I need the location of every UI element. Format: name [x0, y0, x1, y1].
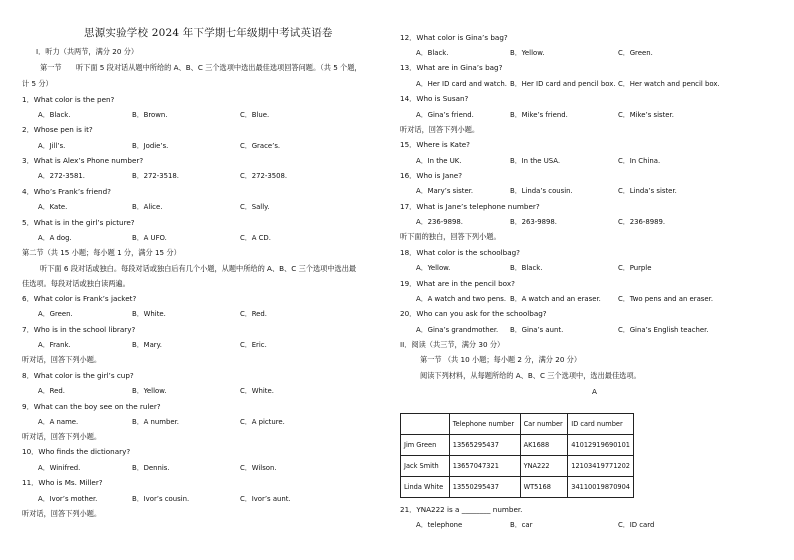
question-10: 10．Who finds the dictionary? — [22, 447, 131, 456]
table-cell: 12103419771202 — [568, 456, 634, 477]
part2-instructions-cont: 佳选项。每段对话或独白读两遍。 — [22, 279, 130, 288]
table-row — [401, 456, 634, 477]
option-a: A．Red. — [38, 387, 65, 395]
listen-instruction: 听对话，回答下列小题。 — [400, 125, 480, 134]
table-cell: WT5168 — [520, 477, 568, 498]
option-b: B．Dennis. — [132, 464, 170, 472]
question-18: 18．What color is the schoolbag? — [400, 248, 520, 257]
question-1: 1．What color is the pen? — [22, 95, 115, 104]
table-header-cell — [401, 414, 450, 435]
option-c: C．ID card — [618, 521, 655, 529]
info-table — [400, 413, 634, 498]
option-a: A．Mary’s sister. — [416, 187, 474, 195]
option-b: B．Brown. — [132, 111, 168, 119]
option-c: C．A picture. — [240, 418, 285, 426]
listen-instruction: 听下面的独白，回答下列小题。 — [400, 232, 501, 241]
option-b: B．Gina’s aunt. — [510, 326, 564, 334]
option-c: C．Green. — [618, 49, 653, 57]
option-c: C．Mike’s sister. — [618, 111, 674, 119]
part3-heading: 第一节 （共 10 小题；每小题 2 分，满分 20 分） — [420, 355, 582, 364]
question-9: 9．What can the boy see on the ruler? — [22, 402, 161, 411]
question-8: 8．What color is the girl’s cup? — [22, 371, 134, 380]
question-2: 2．Whose pen is it? — [22, 125, 93, 134]
option-b: B．Linda’s cousin. — [510, 187, 573, 195]
option-c: C．Two pens and an eraser. — [618, 295, 714, 303]
option-c: C．Ivor’s aunt. — [240, 495, 291, 503]
option-b: B．A UFO. — [132, 234, 167, 242]
part2-heading: 第二节（共 15 小题；每小题 1 分，满分 15 分） — [22, 248, 181, 257]
option-c: C．Wilson. — [240, 464, 277, 472]
option-b: B．Mike’s friend. — [510, 111, 568, 119]
option-c: C．A CD. — [240, 234, 271, 242]
option-a: A．Ivor’s mother. — [38, 495, 98, 503]
question-17: 17．What is Jane’s telephone number? — [400, 202, 540, 211]
table-row — [401, 477, 634, 498]
question-6: 6．What color is Frank’s jacket? — [22, 294, 137, 303]
option-a: A．236-9898. — [416, 218, 463, 226]
question-7: 7．Who is in the school library? — [22, 325, 136, 334]
option-c: C．In China. — [618, 157, 661, 165]
option-a: A．Black. — [416, 49, 449, 57]
option-c: C．236-8989. — [618, 218, 666, 226]
option-a: A．Her ID card and watch. — [416, 80, 507, 88]
table-row — [401, 435, 634, 456]
question-19: 19．What are in the pencil box? — [400, 279, 515, 288]
option-b: B．In the USA. — [510, 157, 561, 165]
listen-instruction: 听对话，回答下列小题。 — [22, 355, 102, 364]
option-b: B．A watch and an eraser. — [510, 295, 601, 303]
option-a: A．Frank. — [38, 341, 71, 349]
option-c: C．White. — [240, 387, 274, 395]
option-b: B．Ivor’s cousin. — [132, 495, 190, 503]
option-a: A．Gina’s friend. — [416, 111, 474, 119]
part2-instructions: 听下面 6 段对话或独白。每段对话或独白后有几个小题，从题中所给的 A、B、C 三个选项中选出最 — [40, 264, 357, 273]
table-cell: 13550295437 — [449, 477, 520, 498]
option-a: A．Winifred. — [38, 464, 81, 472]
table-header-row — [401, 414, 634, 435]
option-b: B．Alice. — [132, 203, 163, 211]
option-b: B．White. — [132, 310, 166, 318]
question-4: 4．Who’s Frank’s friend? — [22, 187, 111, 196]
question-21: 21．YNA222 is a ________ number. — [400, 505, 523, 514]
option-a: A．A dog. — [38, 234, 72, 242]
option-c: C．Red. — [240, 310, 267, 318]
table-cell: Jim Green — [401, 435, 450, 456]
option-a: A．telephone — [416, 521, 463, 529]
option-a: A．Jill’s. — [38, 142, 66, 150]
option-a: A．Yellow. — [416, 264, 451, 272]
part1-instructions: 第一节 听下面 5 段对话从题中所给的 A、B、C 三个选项中选出最佳选项回答问题。（共 5 个题， — [40, 63, 362, 72]
option-a: A．272-3581. — [38, 172, 85, 180]
section-reading-heading: II．阅读（共三节，满分 30 分） — [400, 340, 505, 349]
option-c: C．Grace’s. — [240, 142, 281, 150]
table-cell: Jack Smith — [401, 456, 450, 477]
table-cell: 13657047321 — [449, 456, 520, 477]
table-cell: Linda White — [401, 477, 450, 498]
exam-title: 思源实验学校 2024 年下学期七年级期中考试英语卷 — [84, 27, 333, 39]
option-b: B．Jodie’s. — [132, 142, 169, 150]
listen-instruction: 听对话，回答下列小题。 — [22, 432, 102, 441]
table-header-cell: ID card number — [568, 414, 634, 435]
option-b: B．272-3518. — [132, 172, 179, 180]
option-b: B．Mary. — [132, 341, 162, 349]
question-15: 15．Where is Kate? — [400, 140, 470, 149]
option-c: C．Sally. — [240, 203, 270, 211]
option-a: A．A watch and two pens. — [416, 295, 507, 303]
option-c: C．Her watch and pencil box. — [618, 80, 720, 88]
table-header-cell: Telephone number — [449, 414, 520, 435]
option-c: C．Blue. — [240, 111, 270, 119]
question-5: 5．What is in the girl’s picture? — [22, 218, 135, 227]
listen-instruction: 听对话，回答下列小题。 — [22, 509, 102, 518]
option-a: A．Green. — [38, 310, 73, 318]
option-a: A．Black. — [38, 111, 71, 119]
table-cell: 34110019870904 — [568, 477, 634, 498]
option-c: C．Linda’s sister. — [618, 187, 677, 195]
option-b: B．A number. — [132, 418, 179, 426]
question-14: 14．Who is Susan? — [400, 94, 469, 103]
question-20: 20．Who can you ask for the schoolbag? — [400, 309, 547, 318]
option-b: B．Yellow. — [510, 49, 545, 57]
option-a: A．Gina’s grandmother. — [416, 326, 499, 334]
option-b: B．Yellow. — [132, 387, 167, 395]
option-c: C．272-3508. — [240, 172, 288, 180]
table-cell: YNA222 — [520, 456, 568, 477]
question-3: 3．What is Alex’s Phone number? — [22, 156, 144, 165]
section-listening-heading: I．听力（共两节，满分 20 分） — [36, 47, 139, 56]
option-c: C．Gina’s English teacher. — [618, 326, 709, 334]
part1-instructions-cont: 计 5 分） — [22, 79, 53, 88]
option-a: A．A name. — [38, 418, 79, 426]
option-a: A．Kate. — [38, 203, 68, 211]
option-b: B．Black. — [510, 264, 543, 272]
option-b: B．car — [510, 521, 533, 529]
part3-instructions: 阅读下列材料，从每题所给的 A、B、C 三个选项中，选出最佳选项。 — [420, 371, 641, 380]
option-c: C．Eric. — [240, 341, 267, 349]
question-16: 16．Who is Jane? — [400, 171, 463, 180]
table-cell: 13565295437 — [449, 435, 520, 456]
table-cell: AK1688 — [520, 435, 568, 456]
option-a: A．In the UK. — [416, 157, 462, 165]
question-13: 13．What are in Gina’s bag? — [400, 63, 503, 72]
option-b: B．Her ID card and pencil box. — [510, 80, 616, 88]
question-11: 11．Who is Ms. Miller? — [22, 478, 103, 487]
question-12: 12．What color is Gina’s bag? — [400, 33, 508, 42]
table-header-cell: Car number — [520, 414, 568, 435]
option-b: B．263-9898. — [510, 218, 557, 226]
passage-label: A — [592, 387, 597, 396]
option-c: C．Purple — [618, 264, 652, 272]
table-cell: 41012919690101 — [568, 435, 634, 456]
